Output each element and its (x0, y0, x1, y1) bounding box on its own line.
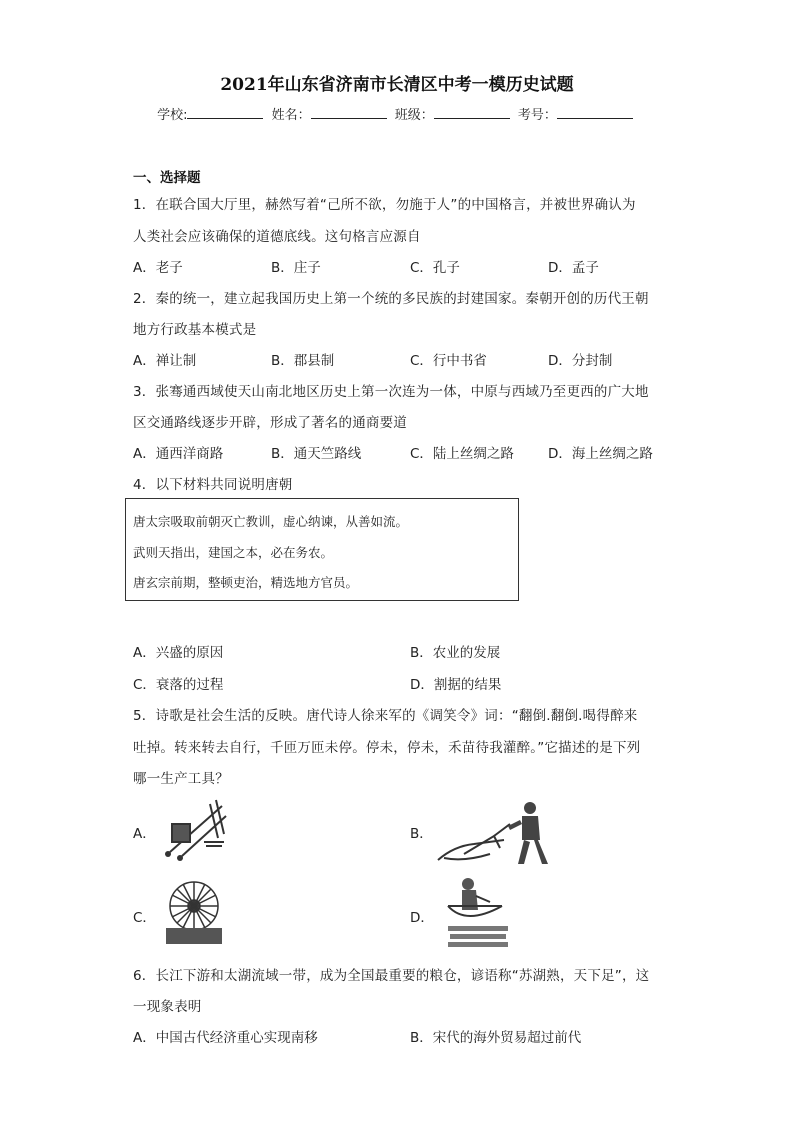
q5-line3: 哪一生产工具？ (133, 771, 229, 787)
q6-option-b[interactable]: B．宋代的海外贸易超过前代 (410, 1030, 582, 1046)
q4-material-3: 唐玄宗前期，整顿吏治，精选地方官员。 (133, 575, 359, 590)
page-title: 2021年山东省济南市长清区中考一模历史试题 (220, 75, 574, 95)
student-info (0, 104, 794, 123)
name-label: 姓名： (271, 108, 311, 123)
q3-line2: 区交通路线逐步开辟，形成了著名的通商要道 (133, 415, 407, 431)
q5-line2: 吐掉。转来转去自行，千匝万匝未停。停未，停未，禾苗待我灌醉。”它描述的是下列 (133, 740, 641, 756)
plough-farmer-icon[interactable] (434, 796, 554, 872)
q1-line2: 人类社会应该确保的道德底线。这句格言应源自 (133, 229, 421, 245)
school-label: 学校: (157, 108, 188, 123)
q4-material-2: 武则天指出，建国之本，必在务农。 (133, 545, 334, 560)
q1-option-a[interactable]: A．老子 (133, 260, 183, 276)
class-blank[interactable] (434, 106, 510, 119)
name-blank[interactable] (311, 106, 387, 119)
q1-line1: 1．在联合国大厅里，赫然写着“己所不欲，勿施于人”的中国格言，并被世界确认为 (133, 197, 636, 213)
section-heading: 一、选择题 (133, 170, 201, 186)
q6-line2: 一现象表明 (133, 999, 202, 1015)
water-lift-icon[interactable] (160, 794, 232, 870)
q3-line1: 3．张骞通西域使天山南北地区历史上第一次连为一体，中原与西域乃至更西的广大地 (133, 384, 649, 400)
q2-option-b[interactable]: B．郡县制 (271, 353, 335, 369)
q2-option-d[interactable]: D．分封制 (548, 353, 613, 369)
q6-option-a[interactable]: A．中国古代经济重心实现南移 (133, 1030, 318, 1046)
q2-option-a[interactable]: A．禅让制 (133, 353, 197, 369)
number-blank[interactable] (557, 106, 633, 119)
q4-material-1: 唐太宗吸取前朝灭亡教训，虚心纳谏，从善如流。 (133, 514, 409, 529)
q4-option-a[interactable]: A．兴盛的原因 (133, 645, 224, 661)
q5-option-c[interactable]: C． (133, 910, 156, 926)
q5-option-b[interactable]: B． (410, 826, 433, 842)
q1-option-b[interactable]: B．庄子 (271, 260, 321, 276)
q3-option-a[interactable]: A．通西洋商路 (133, 446, 224, 462)
q2-option-c[interactable]: C．行中书省 (410, 353, 487, 369)
number-label: 考号： (517, 108, 557, 123)
class-label: 班级： (394, 108, 434, 123)
q2-line2: 地方行政基本模式是 (133, 322, 257, 338)
school-blank[interactable] (187, 106, 263, 119)
q3-option-c[interactable]: C．陆上丝绸之路 (410, 446, 514, 462)
q4-option-b[interactable]: B．农业的发展 (410, 645, 501, 661)
q5-option-d[interactable]: D． (410, 910, 434, 926)
q4-option-c[interactable]: C．衰落的过程 (133, 677, 224, 693)
q2-line1: 2．秦的统一，建立起我国历史上第一个统的多民族的封建国家。秦朝开创的历代王朝 (133, 291, 649, 307)
q5-line1: 5．诗歌是社会生活的反映。唐代诗人徐来军的《调笑令》词：“翻倒.翻倒.喝得醉来 (133, 708, 638, 724)
q3-option-d[interactable]: D．海上丝绸之路 (548, 446, 653, 462)
q5-option-a[interactable]: A． (133, 826, 156, 842)
q1-option-c[interactable]: C．孔子 (410, 260, 460, 276)
q6-line1: 6．长江下游和太湖流域一带，成为全国最重要的粮仓，谚语称“苏湖熟，天下足”，这 (133, 968, 650, 984)
boat-rower-icon[interactable] (446, 874, 510, 954)
waterwheel-icon[interactable] (162, 876, 226, 952)
q4-line1: 4．以下材料共同说明唐朝 (133, 477, 293, 493)
q3-option-b[interactable]: B．通天竺路线 (271, 446, 362, 462)
q4-option-d[interactable]: D．割据的结果 (410, 677, 502, 693)
q1-option-d[interactable]: D．孟子 (548, 260, 599, 276)
